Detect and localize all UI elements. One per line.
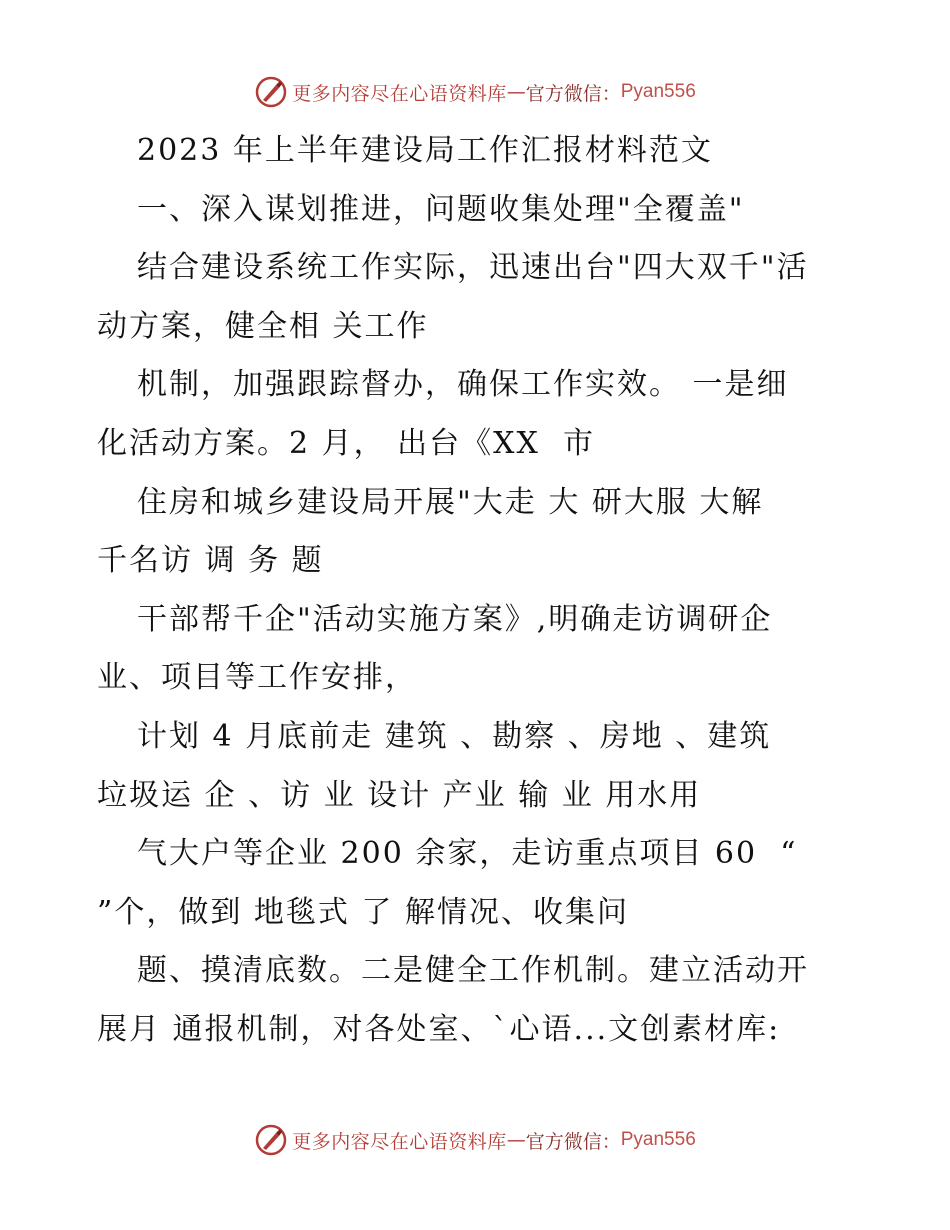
text-line: 动方案，健全相 关工作: [97, 308, 429, 344]
watermark-site-text: 更多内容尽在心语资料库: [292, 1130, 507, 1153]
text-line: 业、项目等工作安排，: [97, 660, 417, 696]
watermark-separator: —: [506, 81, 526, 103]
watermark-site-text: 更多内容尽在心语资料库: [292, 82, 507, 105]
pen-logo-icon: [254, 75, 288, 109]
text-line: 展月 通报机制，对各处室、`心语...文创素材库:: [97, 1011, 781, 1047]
watermark-wechat-id: Pyan556: [620, 1129, 696, 1150]
text-line: 题、摸清底数。二是健全工作机制。建立活动开: [137, 953, 809, 989]
watermark-separator: —: [506, 1129, 526, 1151]
text-line: 机制，加强跟踪督办，确保工作实效。 一是细: [137, 367, 789, 403]
text-line: 结合建设系统工作实际，迅速出台"四大双千"活: [137, 250, 809, 286]
text-line: ”个，做到 地毯式 了 解情况、收集问: [97, 894, 629, 930]
text-line: 千名访 调 务 题: [97, 543, 324, 579]
text-line: 住房和城乡建设局开展"大走 大 研大服 大解: [137, 484, 764, 520]
footer-watermark: [0, 1120, 950, 1160]
pen-logo-icon: [254, 1123, 288, 1157]
watermark-wechat-label: 官方微信：: [525, 82, 621, 105]
watermark-wechat-id: Pyan556: [620, 81, 696, 102]
text-line: 气大户等企业 200 余家，走访重点项目 60 “: [137, 836, 798, 872]
document-title: 2023 年上半年建设局工作汇报材料范文: [137, 133, 713, 168]
header-watermark: [0, 72, 950, 112]
section-heading: 一、深入谋划推进，问题收集处理"全覆盖": [137, 191, 745, 227]
document-body: [97, 122, 857, 1060]
text-line: 垃圾运 企 、访 业 设计 产业 输 业 用水用: [97, 777, 702, 813]
text-line: 干部帮千企"活动实施方案》,明确走访调研企: [137, 601, 773, 637]
text-line: 计划 4 月底前走 建筑 、勘察 、房地 、建筑: [137, 718, 772, 754]
watermark-wechat-label: 官方微信：: [525, 1130, 621, 1153]
text-line: 化活动方案。2 月， 出台《XX 市: [97, 425, 595, 461]
